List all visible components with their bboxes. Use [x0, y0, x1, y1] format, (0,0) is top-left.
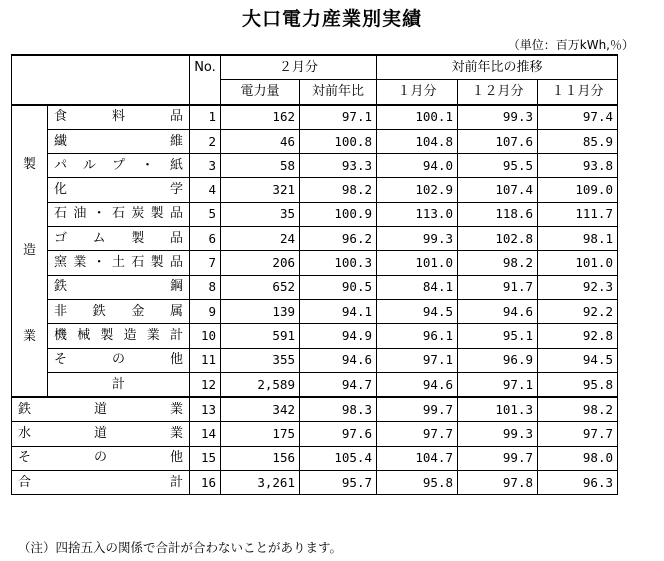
cell-dec: 99.3	[458, 422, 538, 446]
table-row	[12, 299, 618, 323]
cell-dec: 118.6	[458, 202, 538, 226]
cell-nov: 98.2	[538, 397, 618, 422]
cell-yoy: 100.9	[300, 202, 377, 226]
cell-no: 16	[190, 471, 221, 495]
cell-power: 652	[221, 275, 300, 299]
cell-yoy: 94.7	[300, 372, 377, 397]
cell-dec: 96.9	[458, 348, 538, 372]
group-label-manufacturing	[12, 105, 48, 398]
header-yoy-trend: 対前年比の推移	[377, 55, 618, 80]
cell-jan: 97.7	[377, 422, 458, 446]
cell-yoy: 96.2	[300, 227, 377, 251]
cell-yoy: 95.7	[300, 471, 377, 495]
table-row	[12, 178, 618, 202]
table-row	[12, 471, 618, 495]
cell-nov: 101.0	[538, 251, 618, 275]
subtotal-row	[12, 372, 618, 397]
cell-yoy: 100.8	[300, 129, 377, 153]
cell-nov: 109.0	[538, 178, 618, 202]
cell-no: 10	[190, 324, 221, 348]
row-label: 窯業・土石製品	[48, 251, 190, 275]
table-row	[12, 202, 618, 226]
table-row	[12, 105, 618, 130]
cell-power: 3,261	[221, 471, 300, 495]
cell-dec: 97.1	[458, 372, 538, 397]
cell-jan: 102.9	[377, 178, 458, 202]
header-nov: １１月分	[538, 80, 618, 105]
cell-nov: 92.2	[538, 299, 618, 323]
cell-dec: 95.5	[458, 154, 538, 178]
header-yoy: 対前年比	[300, 80, 377, 105]
cell-jan: 101.0	[377, 251, 458, 275]
cell-jan: 100.1	[377, 105, 458, 130]
cell-power: 46	[221, 129, 300, 153]
cell-jan: 104.7	[377, 446, 458, 470]
table-row	[12, 154, 618, 178]
cell-no: 3	[190, 154, 221, 178]
cell-dec: 95.1	[458, 324, 538, 348]
row-label: 非鉄金属	[48, 299, 190, 323]
cell-power: 162	[221, 105, 300, 130]
unit-label: （単位：百万kWh,％）	[507, 38, 634, 52]
table-row	[12, 129, 618, 153]
table-row	[12, 324, 618, 348]
cell-nov: 97.7	[538, 422, 618, 446]
footnote: （注）四捨五入の関係で合計が合わないことがあります。	[18, 540, 343, 555]
cell-no: 2	[190, 129, 221, 153]
cell-no: 1	[190, 105, 221, 130]
cell-nov: 98.1	[538, 227, 618, 251]
cell-power: 156	[221, 446, 300, 470]
table-row	[12, 422, 618, 446]
cell-power: 175	[221, 422, 300, 446]
row-label: 化学	[48, 178, 190, 202]
page-title: 大口電力産業別実績	[241, 8, 422, 30]
header-month: ２月分	[221, 55, 377, 80]
electricity-table	[11, 54, 618, 495]
cell-no: 13	[190, 397, 221, 422]
cell-jan: 94.5	[377, 299, 458, 323]
cell-yoy: 90.5	[300, 275, 377, 299]
cell-power: 206	[221, 251, 300, 275]
row-label: パルプ・紙	[48, 154, 190, 178]
cell-no: 11	[190, 348, 221, 372]
cell-jan: 94.6	[377, 372, 458, 397]
cell-dec: 97.8	[458, 471, 538, 495]
row-label: 食料品	[48, 105, 190, 130]
header-dec: １２月分	[458, 80, 538, 105]
row-label: ゴム製品	[48, 227, 190, 251]
cell-no: 15	[190, 446, 221, 470]
header-power: 電力量	[221, 80, 300, 105]
cell-power: 321	[221, 178, 300, 202]
subtotal-label: 計	[48, 372, 190, 397]
cell-power: 342	[221, 397, 300, 422]
cell-dec: 98.2	[458, 251, 538, 275]
cell-dec: 107.6	[458, 129, 538, 153]
cell-no: 8	[190, 275, 221, 299]
cell-power: 2,589	[221, 372, 300, 397]
cell-yoy: 93.3	[300, 154, 377, 178]
table-row	[12, 251, 618, 275]
cell-no: 14	[190, 422, 221, 446]
cell-jan: 99.7	[377, 397, 458, 422]
row-label: その他	[48, 348, 190, 372]
cell-nov: 85.9	[538, 129, 618, 153]
cell-nov: 92.3	[538, 275, 618, 299]
cell-nov: 92.8	[538, 324, 618, 348]
cell-power: 591	[221, 324, 300, 348]
cell-jan: 96.1	[377, 324, 458, 348]
table-row	[12, 227, 618, 251]
cell-dec: 101.3	[458, 397, 538, 422]
cell-power: 355	[221, 348, 300, 372]
cell-yoy: 97.1	[300, 105, 377, 130]
group-label-char: 造	[22, 242, 36, 258]
group-label-char: 製	[22, 156, 36, 172]
row-label: 合計	[12, 471, 190, 495]
cell-power: 24	[221, 227, 300, 251]
cell-yoy: 98.3	[300, 397, 377, 422]
cell-dec: 94.6	[458, 299, 538, 323]
row-label: 鉄鋼	[48, 275, 190, 299]
cell-dec: 91.7	[458, 275, 538, 299]
row-label: その他	[12, 446, 190, 470]
cell-yoy: 94.6	[300, 348, 377, 372]
cell-power: 58	[221, 154, 300, 178]
cell-jan: 95.8	[377, 471, 458, 495]
group-label-char: 業	[22, 328, 36, 344]
cell-jan: 84.1	[377, 275, 458, 299]
cell-nov: 93.8	[538, 154, 618, 178]
cell-nov: 98.0	[538, 446, 618, 470]
table-row	[12, 275, 618, 299]
cell-no: 9	[190, 299, 221, 323]
cell-dec: 99.3	[458, 105, 538, 130]
table-row	[12, 446, 618, 470]
cell-yoy: 105.4	[300, 446, 377, 470]
cell-power: 139	[221, 299, 300, 323]
cell-yoy: 94.1	[300, 299, 377, 323]
row-label: 石油・石炭製品	[48, 202, 190, 226]
row-label: 鉄道業	[12, 397, 190, 422]
cell-nov: 94.5	[538, 348, 618, 372]
cell-yoy: 97.6	[300, 422, 377, 446]
cell-no: 4	[190, 178, 221, 202]
header-blank	[12, 55, 190, 105]
cell-dec: 107.4	[458, 178, 538, 202]
cell-nov: 96.3	[538, 471, 618, 495]
cell-nov: 97.4	[538, 105, 618, 130]
cell-jan: 97.1	[377, 348, 458, 372]
cell-no: 7	[190, 251, 221, 275]
cell-yoy: 94.9	[300, 324, 377, 348]
cell-dec: 102.8	[458, 227, 538, 251]
cell-power: 35	[221, 202, 300, 226]
row-label: 繊維	[48, 129, 190, 153]
header-jan: １月分	[377, 80, 458, 105]
cell-yoy: 100.3	[300, 251, 377, 275]
table-row	[12, 348, 618, 372]
cell-jan: 113.0	[377, 202, 458, 226]
cell-jan: 94.0	[377, 154, 458, 178]
table-row	[12, 397, 618, 422]
cell-yoy: 98.2	[300, 178, 377, 202]
cell-nov: 111.7	[538, 202, 618, 226]
cell-no: 5	[190, 202, 221, 226]
header-no: No.	[190, 55, 221, 105]
row-label: 水道業	[12, 422, 190, 446]
cell-no: 6	[190, 227, 221, 251]
cell-no: 12	[190, 372, 221, 397]
cell-jan: 104.8	[377, 129, 458, 153]
cell-dec: 99.7	[458, 446, 538, 470]
cell-jan: 99.3	[377, 227, 458, 251]
cell-nov: 95.8	[538, 372, 618, 397]
row-label: 機械製造業計	[48, 324, 190, 348]
